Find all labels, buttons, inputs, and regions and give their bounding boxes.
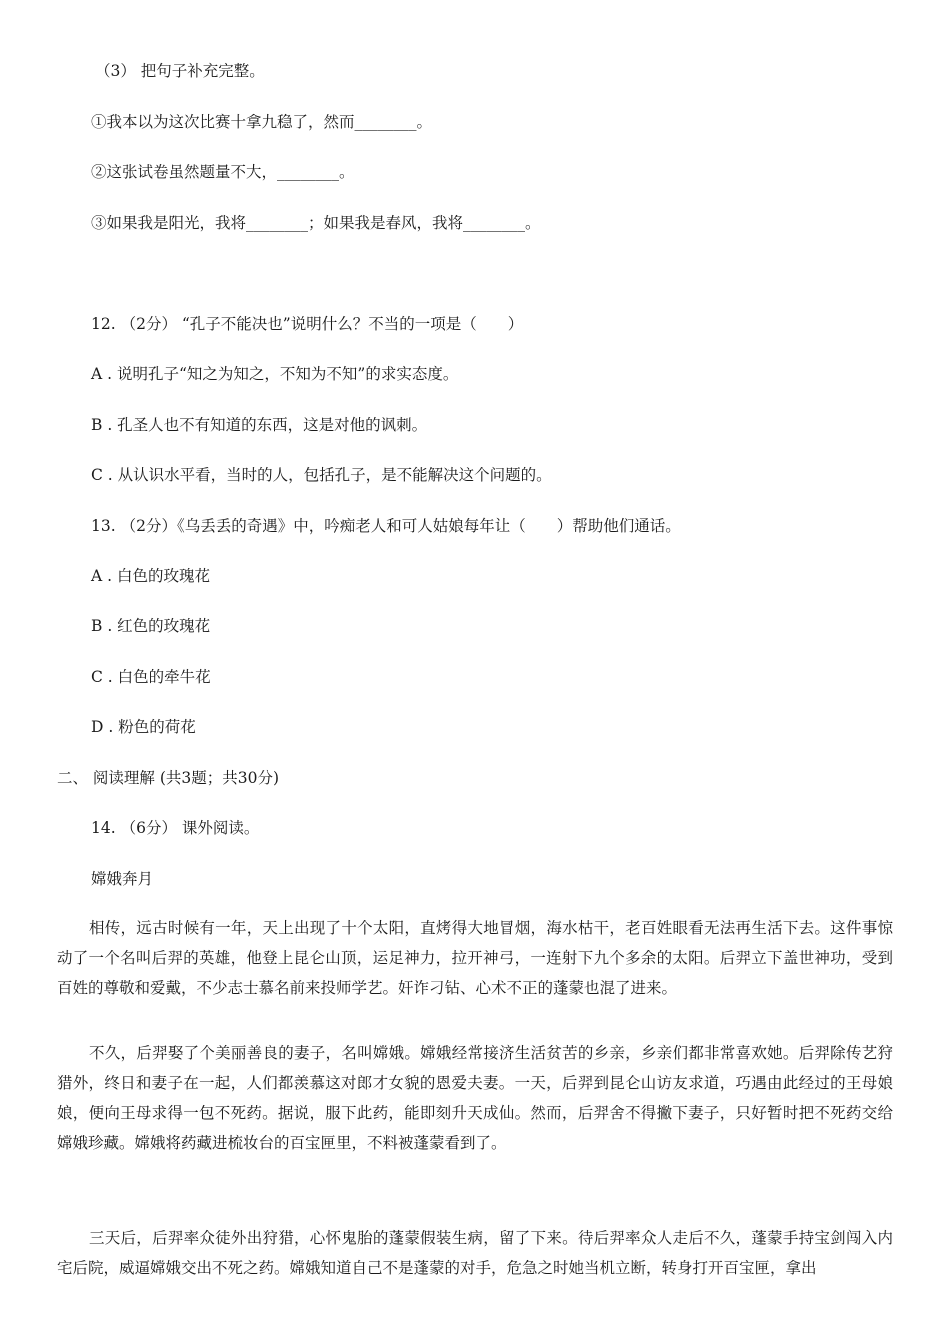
sentence-3: ③如果我是阳光，我将________；如果我是春风，我将________。 [91, 214, 541, 232]
section-2-heading: 二、 阅读理解 (共3题；共30分) [57, 769, 280, 787]
passage-paragraph-1: 相传，远古时候有一年，天上出现了十个太阳，直烤得大地冒烟，海水枯干，老百姓眼看无法再生活下去。这件事惊动了一个名叫后羿的英雄，他登上昆仑山顶，运足神力，拉开神弓，一连射下九个多余的太阳。后羿立下盖世神功，受到百姓的尊敬和爱戴，不少志士慕名前来投师学艺。奸诈刁钻、心术不正的蓬蒙也混了进来。 [57, 919, 893, 997]
question-12-option-b: B . 孔圣人也不有知道的东西，这是对他的讽刺。 [91, 416, 428, 434]
question-12-stem: 12. （2分） “孔子不能决也”说明什么？不当的一项是（ ） [91, 315, 524, 333]
question-13-option-c: C . 白色的牵牛花 [91, 668, 211, 686]
question-13-option-d: D . 粉色的荷花 [91, 718, 196, 736]
question-12-option-a: A . 说明孔子“知之为知之，不知为不知”的求实态度。 [91, 365, 459, 383]
question-12-option-c: C . 从认识水平看，当时的人，包括孔子，是不能解决这个问题的。 [91, 466, 552, 484]
part3-heading: （3） 把句子补充完整。 [95, 62, 265, 80]
question-13-option-b: B . 红色的玫瑰花 [91, 617, 211, 635]
sentence-2: ②这张试卷虽然题量不大，________。 [91, 163, 355, 181]
question-13-option-a: A . 白色的玫瑰花 [91, 567, 210, 585]
passage-paragraph-3: 三天后，后羿率众徒外出狩猎，心怀鬼胎的蓬蒙假装生病，留了下来。待后羿率众人走后不久，蓬蒙手持宝剑闯入内宅后院，威逼嫦娥交出不死之药。嫦娥知道自己不是蓬蒙的对手，危急之时她当机立断，转身打开百宝匣，拿出 [57, 1229, 893, 1277]
question-14-stem: 14. （6分） 课外阅读。 [91, 819, 260, 837]
sentence-1: ①我本以为这次比赛十拿九稳了，然而________。 [91, 113, 433, 131]
passage-paragraph-2: 不久，后羿娶了个美丽善良的妻子，名叫嫦娥。嫦娥经常接济生活贫苦的乡亲，乡亲们都非常喜欢她。后羿除传艺狩猎外，终日和妻子在一起，人们都羡慕这对郎才女貌的恩爱夫妻。一天，后羿到昆仑山访友求道，巧遇由此经过的王母娘娘，便向王母求得一包不死药。据说，服下此药，能即刻升天成仙。然而，后羿舍不得撇下妻子，只好暂时把不死药交给嫦娥珍藏。嫦娥将药藏进梳妆台的百宝匣里，不料被蓬蒙看到了。 [57, 1044, 893, 1152]
passage-title: 嫦娥奔月 [91, 870, 154, 888]
question-13-stem: 13. （2分）《乌丢丢的奇遇》中，吟痴老人和可人姑娘每年让（ ）帮助他们通话。 [91, 517, 681, 535]
